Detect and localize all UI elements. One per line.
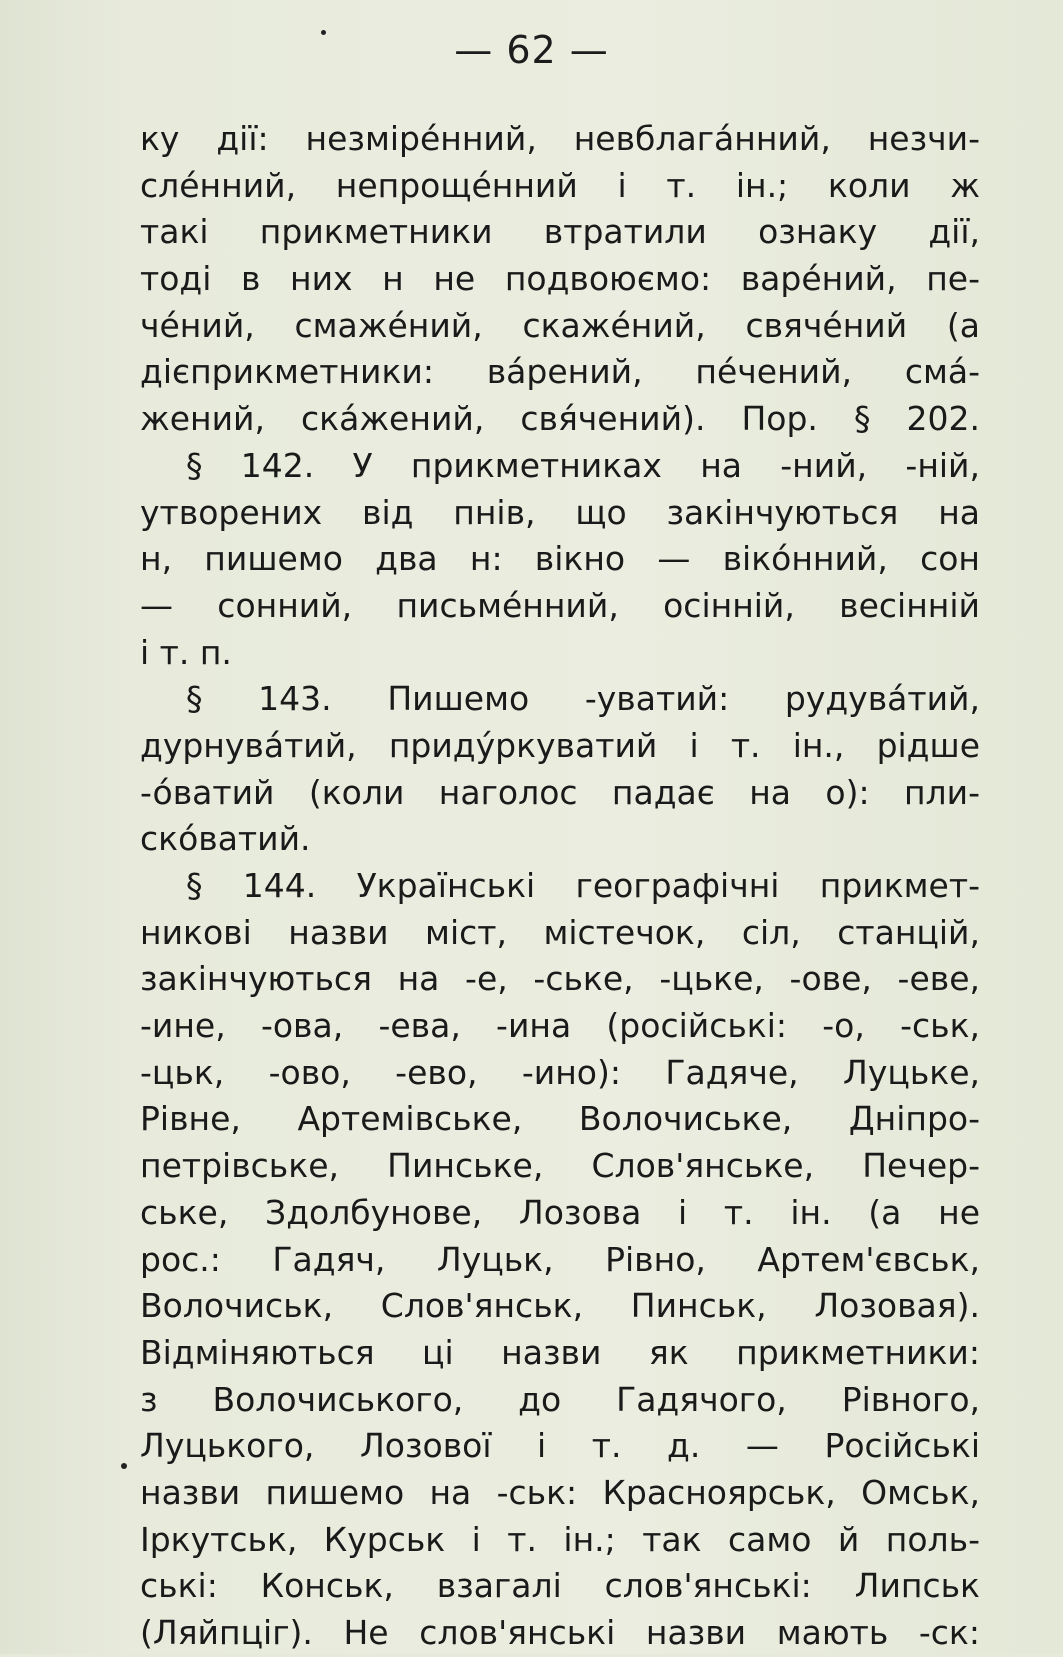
text-line: Рівне, Артемівське, Волочиське, Дніпро- [140,1099,980,1139]
text-line: назви пишемо на -ськ: Красноярськ, Омськ, [140,1472,980,1512]
text-line: -ине, -ова, -ева, -ина (російські: -о, -ськ, [140,1006,980,1046]
text-line: ське, Здолбунове, Лозова і т. ін. (а не [140,1192,980,1232]
section-143-heading-line: § 143. Пишемо -уватий: рудувáтий, [186,679,980,719]
text-line: ку дії: незмірéнний, невблагáнний, незчи- [140,119,980,158]
section-142-heading-line: § 142. У прикметниках на -ний, -ній, [186,445,980,485]
text-line: никові назви міст, містечок, сіл, станцій, [140,912,980,952]
text-line: — сонний, письмéнний, осінній, весінній [140,585,980,625]
text-line: петрівське, Пинське, Слов'янське, Печер- [140,1146,980,1186]
text-line: з Волочиського, до Гадячого, Рівного, [140,1379,980,1419]
text-line: утворених від пнів, що закінчуються на [140,492,980,532]
text-line: Іркутськ, Курськ і т. ін.; так само й поль- [140,1519,980,1559]
text-line: і т. п. [140,632,232,672]
text-line: (Ляйпціг). Не слов'янські назви мають -ск: [140,1613,980,1652]
text-line: такі прикметники втратили ознаку дії, [140,212,980,252]
text-line: тоді в них н не подвоюємо: варéний, пе- [140,259,980,299]
text-line: -óватий (коли наголос падає на о): пли- [140,772,980,812]
text-line: слéнний, непрощéнний і т. ін.; коли ж [140,165,980,205]
body-text [140,116,980,1657]
text-line: дієприкметники: вáрений, пéчений, смá- [140,352,980,392]
page-number-header: — 62 — [454,28,609,72]
text-line: скóватий. [140,819,311,859]
text-line: -цьк, -ово, -ево, -ино): Гадяче, Луцьке, [140,1052,980,1092]
text-line: Відміняються ці назви як прикметники: [140,1332,980,1372]
section-144-heading-line: § 144. Українські географічні прикмет- [186,866,980,905]
text-line: жений, скáжений, свя́чений). Пор. § 202. [140,399,980,439]
text-line: Луцького, Лозової і т. д. — Російські [140,1426,980,1466]
text-line: н, пишемо два н: вікно — вікóнний, сон [140,539,980,579]
text-line: закінчуються на -е, -ське, -цьке, -ове, -еве, [140,959,980,999]
text-line: рос.: Гадяч, Луцьк, Рівно, Артем'євськ, [140,1239,980,1279]
text-line: Волочиськ, Слов'янськ, Пинськ, Лозовая). [140,1286,980,1326]
text-line: чéний, смажéний, скажéний, свячéний (а [140,305,980,345]
text-line: дурнувáтий, придýркуватий і т. ін., рідше [140,725,980,765]
print-speck [121,1463,127,1469]
text-line: ські: Конськ, взагалі слов'янські: Липськ [140,1566,980,1606]
